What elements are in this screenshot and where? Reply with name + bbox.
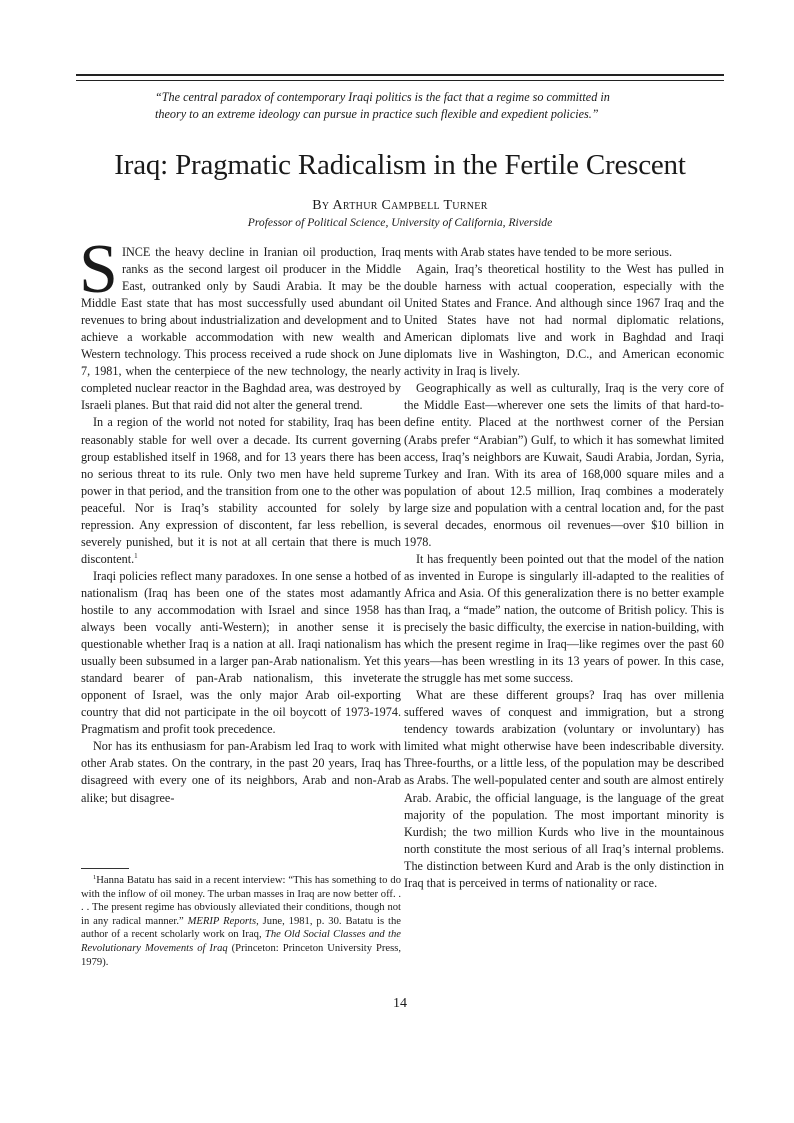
paragraph: Iraqi policies reflect many paradoxes. In one sense a hotbed of nationalism (Iraq has been one of the states most adamantly hostile to any accommodation with Israel and since 1958 has always been vocally anti-Western); in another sense it is questionable whether Iraq is a nation at all. Iraqi nationalism has usually been subsumed in a larger pan-Arab nationalism. Yet this standard bearer of pan-Arab nationalism, this inveterate opponent of Israel, was the only major Arab oil-exporting country that did not participate in the oil boycott of 1973-1974. Pragmatism and profit took precedence. [81, 568, 401, 737]
author-affiliation: Professor of Political Science, University of California, Riverside [247, 216, 553, 229]
footnote-reference[interactable]: 1 [134, 551, 138, 560]
paragraph: What are these different groups? Iraq has over millenia suffered waves of conquest and immigration, but a strong tendency towards arabization (voluntary or involuntary) has limited what might otherwise have been indescribable diversity. Three-fourths, or a little less, of the population may be described as Arabs. The well-populated center and south are almost entirely Arab. Arabic, the official language, is the language of the great majority of the population. The most important minority is Kurdish; the two million Kurds who live in the mountainous north constitute the most serious of all Iraq’s internal problems. The distinction between Kurd and Arab is the only distinction in Iraq that is perceived in terms of nationality or race. [404, 688, 724, 890]
paragraph: Again, Iraq’s theoretical hostility to the West has pulled in double harness with actual cooperation, especially with the United States and France. And although since 1967 Iraq and the United States have not had normal diplomatic relations, American diplomats live and work in Baghdad and Iraqi diplomats live in Washington, D.C., and American economic activity in Iraq is lively. [404, 262, 724, 379]
paragraph-text: the heavy decline in Iranian oil production, Iraq ranks as the second largest oil producer in the Middle East, outranked only by Saudi Arabia. It may be the Middle East state that has most successfully used abundant oil revenues to bring about industrialization and development and to achieve a workable accommodation with new wealth and Western technology. This process received a rude shock on June 7, 1981, when the centerpiece of the new technology, the nearly completed nuclear reactor in the Baghdad area, was destroyed by Israeli planes. But that raid did not alter the general trend. [81, 245, 401, 413]
page-number: 14 [393, 996, 407, 1011]
paragraph [79, 231, 401, 414]
paragraph: ments with Arab states have tended to be more serious. [404, 245, 673, 259]
drop-cap: S [79, 231, 118, 308]
epigraph: “The central paradox of contemporary Iraqi politics is the fact that a regime so committed in theory to an extreme ideology can pursue in practice such flexible and expedient policies.” [155, 90, 610, 121]
footnote-book-title: The Old Social Classes and the Revolutionary Movements of Iraq [81, 929, 401, 954]
footnote-text: June, 1981, p. 30. Batatu is the author of a recent scholarly work on Iraq, [81, 915, 401, 941]
header-rule-thick [76, 74, 724, 76]
footnote-text: Hanna Batatu has said in a recent interview: “This has something to do with the inflow of oil money. The urban masses in Iraq are now better off. . . . The present regime has obviously alleviated their conditions, though not in any radical manner.” [81, 875, 401, 927]
paragraph: It has frequently been pointed out that the model of the nation as invented in Europe is singularly ill-adapted to the realities of Africa and Asia. Of this generalization there is no better example than Iraq, a “made” nation, the outcome of British policy. This is precisely the basic difficulty, the exercise in nation-building, with which the present regime in Iraq—like regimes over the past 60 years—has been wrestling in its 13 years of power. In this case, the struggle has met some success. [404, 551, 724, 686]
footnote-divider [81, 868, 129, 869]
footnote-source: MERIP Reports, [187, 915, 259, 927]
paragraph: Geographically as well as culturally, Iraq is the very core of the Middle East—wherever one sets the limits of that hard-to-define entity. Placed at the northwest corner of the Persian (Arabs prefer “Arabian”) Gulf, to which it has somewhat limited access, Iraq’s neighbors are Kuwait, Saudi Arabia, Jordan, Syria, Turkey and Iran. With its area of 168,000 square miles and a population of about 12.5 million, Iraq combines a moderately large size and population with a central location and, for the past several decades, enormous oil revenues—over $10 billion in 1978. [404, 381, 724, 549]
paragraph: Nor has its enthusiasm for pan-Arabism led Iraq to work with other Arab states. On the contrary, in the past 20 years, Iraq has disagreed with every one of its neighbors, Arab and non-Arab alike; but disagree- [81, 739, 401, 805]
footnote-marker: 1 [93, 874, 97, 881]
footnote-text: (Princeton: Princeton University Press, 1979). [81, 942, 401, 968]
paragraph [81, 414, 401, 567]
footnote [81, 874, 401, 969]
article-title: Iraq: Pragmatic Radicalism in the Fertile Crescent [114, 149, 686, 181]
right-column [404, 244, 724, 892]
header-rule-thin [76, 80, 724, 81]
author-byline: By Arthur Campbell Turner [312, 198, 488, 213]
lead-in: INCE [121, 245, 151, 259]
left-column [79, 231, 401, 807]
paragraph-text: In a region of the world not noted for stability, Iraq has been reasonably stable for well over a decade. Its current governing group established itself in 1968, and for 13 years there has been no serious threat to its rule. Only two men have held supreme power in that period, and the transition from one to the other was peaceful. Nor is Iraq’s stability accounted for solely by repression. Any expression of discontent, far less rebellion, is severely punished, but it is not at all certain that there is much discontent. [81, 415, 401, 566]
